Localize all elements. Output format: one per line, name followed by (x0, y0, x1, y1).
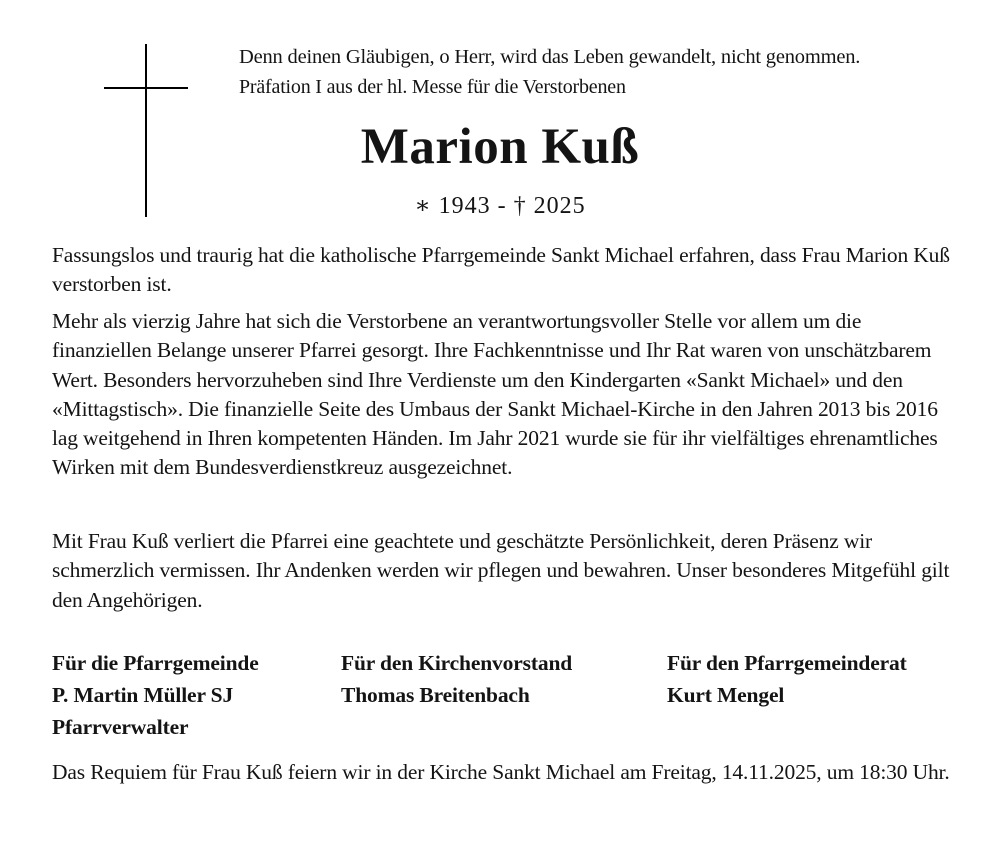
signature-role: Für den Pfarrgemeinderat (667, 651, 907, 675)
obituary-paragraph-3: Mit Frau Kuß verliert die Pfarrei eine geachtete und geschätzte Persönlichkeit, deren Präsenz wir schmerzlich vermissen. Ihr Andenken werden wir pflegen und bewahren. Unser besonderes Mitgefühl gilt den Angehörigen. (52, 529, 950, 612)
requiem-notice: Das Requiem für Frau Kuß feiern wir in der Kirche Sankt Michael am Freitag, 14.11.2025, um 18:30 Uhr. (52, 760, 950, 784)
signature-column-kirchenvorstand (341, 647, 572, 711)
signature-name: Kurt Mengel (667, 683, 785, 707)
cross-horizontal-bar (104, 87, 188, 89)
signature-name: Thomas Breitenbach (341, 683, 530, 707)
signature-column-pfarrgemeinderat (667, 647, 907, 711)
signature-role: Für die Pfarrgemeinde (52, 651, 259, 675)
signature-role: Für den Kirchenvorstand (341, 651, 573, 675)
signature-column-pfarrgemeinde (52, 647, 259, 743)
epigraph-source: Präfation I aus der hl. Messe für die Verstorbenen (239, 76, 626, 98)
obituary-paragraph-2: Mehr als vierzig Jahre hat sich die Verstorbene an verantwortungsvoller Stelle vor allem um die finanziellen Belange unserer Pfarrei gesorgt. Ihre Fachkenntnisse und Ihr Rat waren von unschätzbarem Wert. Besonders hervorzuheben sind Ihre Verdienste um den Kindergarten «Sankt Michael» und den «Mittagstisch». Die finanzielle Seite des Umbaus der Sankt Michael-Kirche in den Jahren 2013 bis 2016 lag weitgehend in Ihren kompetenten Händen. Im Jahr 2021 wurde sie für ihr vielfältiges ehrenamtliches Wirken mit dem Bundesverdienstkreuz ausgezeichnet. (52, 309, 938, 480)
signature-title: Pfarrverwalter (52, 715, 189, 739)
epigraph-quote: Denn deinen Gläubigen, o Herr, wird das Leben gewandelt, nicht genommen. (239, 46, 861, 68)
deceased-name: Marion Kuß (360, 119, 640, 175)
obituary-paragraph-1: Fassungslos und traurig hat die katholische Pfarrgemeinde Sankt Michael erfahren, dass Frau Marion Kuß verstorben ist. (52, 243, 950, 297)
signature-name: P. Martin Müller SJ (52, 683, 234, 707)
life-dates: ∗ 1943 - † 2025 (414, 193, 586, 219)
